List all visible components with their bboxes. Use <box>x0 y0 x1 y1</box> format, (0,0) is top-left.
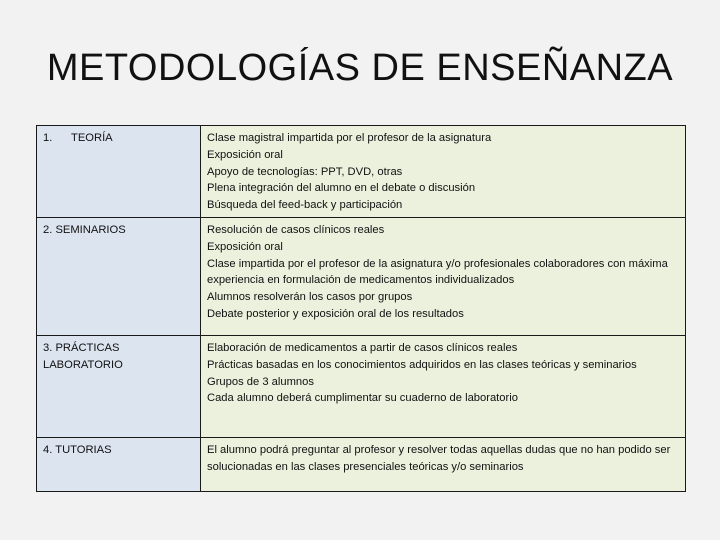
row-label-teoria <box>37 126 201 218</box>
content-line: Exposición oral <box>207 240 283 253</box>
row-label-tutorias <box>37 437 201 491</box>
content-line: Prácticas basadas en los conocimientos adquiridos en las clases teóricas y seminarios <box>207 358 637 371</box>
content-line: Exposición oral <box>207 148 283 161</box>
table-row-seminarios <box>37 217 686 335</box>
row-label-seminarios <box>37 217 201 335</box>
row-label: 3. PRÁCTICAS LABORATORIO <box>43 341 123 371</box>
row-number: 1. <box>43 132 53 144</box>
content-line: Plena integración del alumno en el debate o discusión <box>207 182 476 195</box>
content-line: El alumno podrá preguntar al profesor y resolver todas aquellas dudas que no han podido ser solucionadas en las clases presenciales teóricas y/o seminarios <box>207 443 671 473</box>
content-line: Alumnos resolverán los casos por grupos <box>207 291 413 304</box>
row-label: 4. TUTORIAS <box>43 443 112 456</box>
row-content-tutorias <box>201 437 686 491</box>
content-line: Clase magistral impartida por el profesor de la asignatura <box>207 132 492 144</box>
table-row-teoria <box>37 126 686 218</box>
row-label: 2. SEMINARIOS <box>43 223 126 236</box>
content-line: Clase impartida por el profesor de la asignatura y/o profesionales colaboradores con máxima experiencia en formulación de medicamentos individualizados <box>207 257 668 287</box>
row-label-practicas <box>37 335 201 437</box>
content-line: Resolución de casos clínicos reales <box>207 223 385 236</box>
row-content-seminarios <box>201 217 686 335</box>
content-line: Apoyo de tecnologías: PPT, DVD, otras <box>207 165 403 178</box>
row-content-practicas <box>201 335 686 437</box>
row-content-teoria <box>201 126 686 218</box>
table-row-practicas <box>37 335 686 437</box>
methodology-table <box>36 125 686 492</box>
page-title: METODOLOGÍAS DE ENSEÑANZA <box>46 47 674 89</box>
content-line: Cada alumno deberá cumplimentar su cuaderno de laboratorio <box>207 392 518 405</box>
content-line: Debate posterior y exposición oral de los resultados <box>207 307 464 320</box>
content-line: Elaboración de medicamentos a partir de casos clínicos reales <box>207 341 518 354</box>
content-line: Búsqueda del feed-back y participación <box>207 199 403 212</box>
content-line: Grupos de 3 alumnos <box>207 375 314 388</box>
table-row-tutorias <box>37 437 686 491</box>
row-label: TEORÍA <box>71 132 113 144</box>
